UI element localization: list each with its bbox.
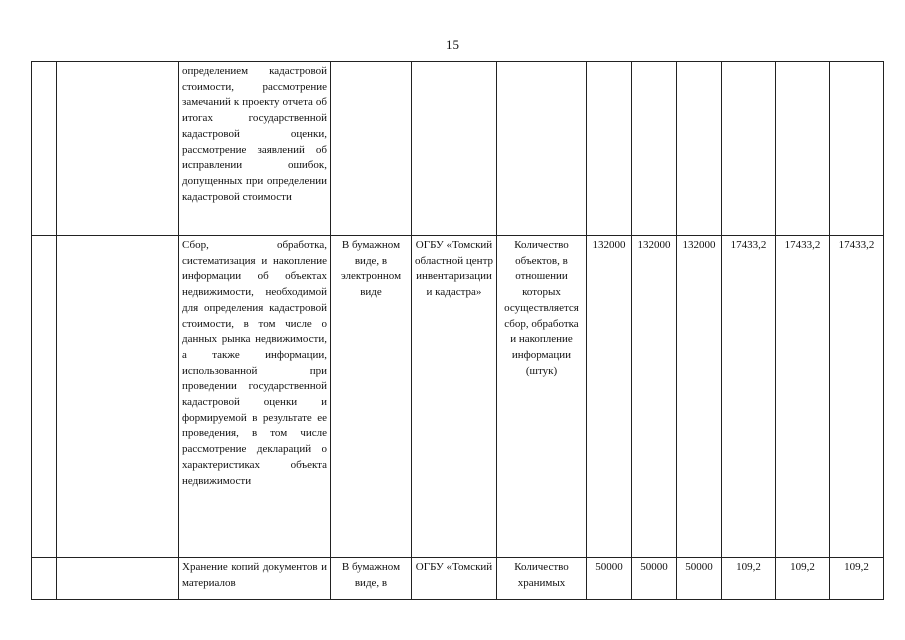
work-description-cell: Сбор, обработка, систематизация и накопление информации об объектах недвижимости, необходимой для определения кадастровой стоимости, в том числе о данных рынка недвижимости, а также информации, использованной при проведении государственной кадастровой оценки и формируемой в результате ее проведения, в том числе рассмотрение деклараций о характеристиках объекта недвижимости (179, 236, 331, 558)
value-cell (776, 62, 830, 236)
indicator-cell: Количество хранимых (497, 558, 587, 600)
value-cell (830, 62, 884, 236)
value-cell: 109,2 (830, 558, 884, 600)
form-cell (331, 62, 412, 236)
value-cell: 17433,2 (776, 236, 830, 558)
value-cell: 109,2 (722, 558, 776, 600)
value-cell: 50000 (587, 558, 632, 600)
table-row (32, 62, 884, 236)
indicator-cell (497, 62, 587, 236)
service-name-cell (57, 558, 179, 600)
row-number-cell (32, 62, 57, 236)
service-name-cell (57, 62, 179, 236)
provider-cell: ОГБУ «Томский областной центр инвентаризации и кадастра» (412, 236, 497, 558)
service-name-cell (57, 236, 179, 558)
value-cell: 50000 (632, 558, 677, 600)
form-cell: В бумажном виде, в электронном виде (331, 236, 412, 558)
services-table (31, 61, 884, 600)
value-cell: 109,2 (776, 558, 830, 600)
value-cell: 50000 (677, 558, 722, 600)
value-cell (677, 62, 722, 236)
value-cell: 132000 (632, 236, 677, 558)
value-cell: 17433,2 (830, 236, 884, 558)
provider-cell: ОГБУ «Томский (412, 558, 497, 600)
table-row (32, 236, 884, 558)
value-cell (722, 62, 776, 236)
value-cell: 132000 (677, 236, 722, 558)
table-row (32, 558, 884, 600)
value-cell: 132000 (587, 236, 632, 558)
provider-cell (412, 62, 497, 236)
work-description-cell: Хранение копий документов и материалов (179, 558, 331, 600)
value-cell (587, 62, 632, 236)
row-number-cell (32, 558, 57, 600)
page-number: 15 (446, 37, 459, 52)
form-cell: В бумажном виде, в (331, 558, 412, 600)
row-number-cell (32, 236, 57, 558)
indicator-cell: Количество объектов, в отношении которых осуществляется сбор, обработка и накопление информации (штук) (497, 236, 587, 558)
value-cell (632, 62, 677, 236)
work-description-cell: определением кадастровой стоимости, рассмотрение замечаний к проекту отчета об итогах государственной кадастровой оценки, рассмотрение заявлений об исправлении ошибок, допущенных при определении кадастровой стоимости (179, 62, 331, 236)
value-cell: 17433,2 (722, 236, 776, 558)
